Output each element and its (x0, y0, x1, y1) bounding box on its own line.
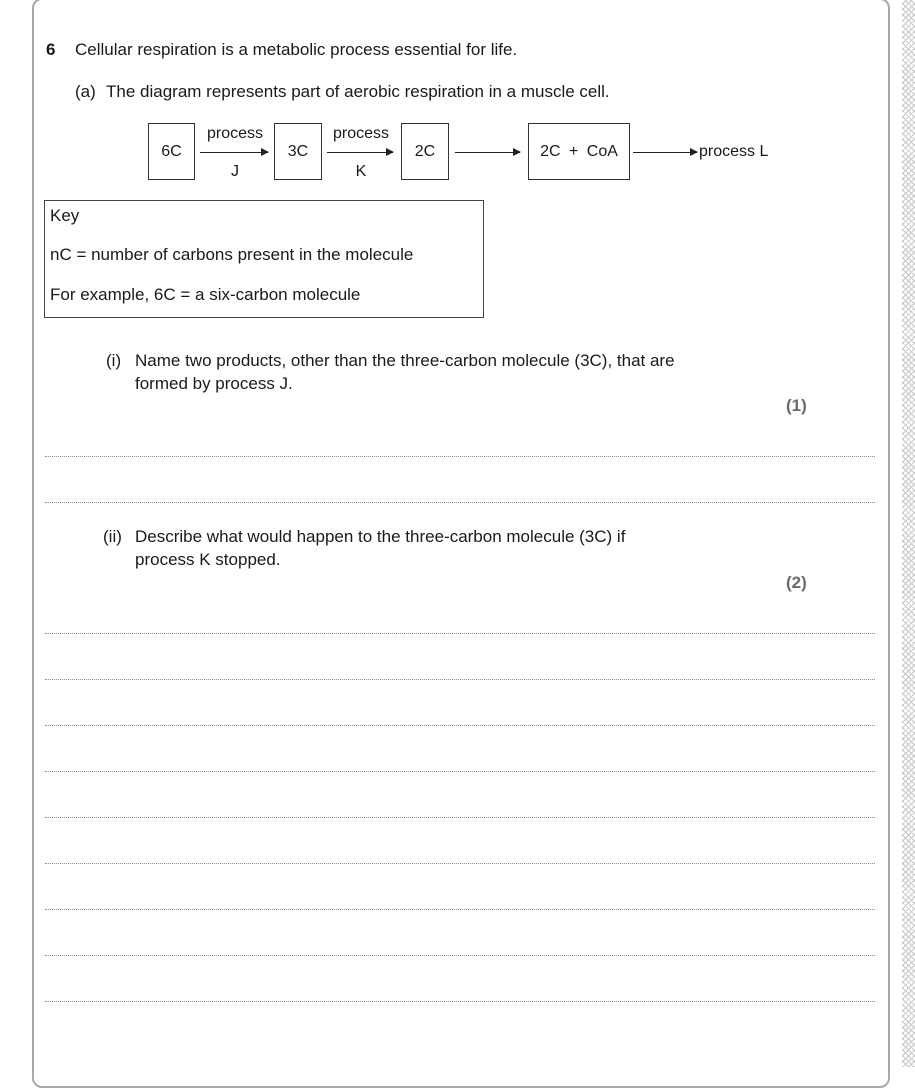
box-3c: 3C (274, 123, 322, 180)
part-ii-label: (ii) (103, 527, 122, 546)
arrow-j (200, 152, 268, 153)
arrow-to-coa (455, 152, 520, 153)
part-i-label: (i) (106, 351, 122, 370)
arrow-j-label-bottom: J (231, 163, 239, 180)
arrow-k-label-top: process (332, 125, 390, 142)
arrow-k-label-bottom: K (355, 163, 367, 180)
part-a-label: (a) (75, 82, 96, 101)
answer-line-ii-3[interactable] (45, 725, 875, 726)
question-stem: Cellular respiration is a metabolic process essential for life. (75, 40, 518, 59)
question-number: 6 (46, 40, 56, 59)
box-2c: 2C (401, 123, 449, 180)
box-2c-coa: 2C + CoA (528, 123, 630, 180)
answer-line-ii-6[interactable] (45, 863, 875, 864)
part-ii-marks: (2) (786, 573, 807, 592)
key-line-2: For example, 6C = a six-carbon molecule (50, 285, 361, 304)
part-i-line-1: Name two products, other than the three-carbon molecule (3C), that are (135, 351, 675, 370)
box-6c: 6C (148, 123, 195, 180)
arrow-k (327, 152, 393, 153)
answer-line-ii-4[interactable] (45, 771, 875, 772)
answer-line-ii-1[interactable] (45, 633, 875, 634)
answer-line-ii-5[interactable] (45, 817, 875, 818)
arrow-j-label-top: process (206, 125, 264, 142)
process-l-label: process L (699, 143, 769, 160)
key-line-1: nC = number of carbons present in the molecule (50, 245, 414, 264)
answer-line-i-1[interactable] (45, 456, 875, 457)
answer-line-ii-9[interactable] (45, 1001, 875, 1002)
margin-hatching (902, 0, 915, 1067)
answer-line-i-2[interactable] (45, 502, 875, 503)
answer-line-ii-8[interactable] (45, 955, 875, 956)
key-title: Key (50, 206, 80, 225)
part-a-text: The diagram represents part of aerobic respiration in a muscle cell. (106, 82, 610, 101)
answer-line-ii-2[interactable] (45, 679, 875, 680)
part-ii-line-1: Describe what would happen to the three-carbon molecule (3C) if (135, 527, 626, 546)
part-i-marks: (1) (786, 396, 807, 415)
arrow-to-process-l (633, 152, 697, 153)
answer-line-ii-7[interactable] (45, 909, 875, 910)
part-ii-line-2: process K stopped. (135, 550, 281, 569)
part-i-line-2: formed by process J. (135, 374, 293, 393)
